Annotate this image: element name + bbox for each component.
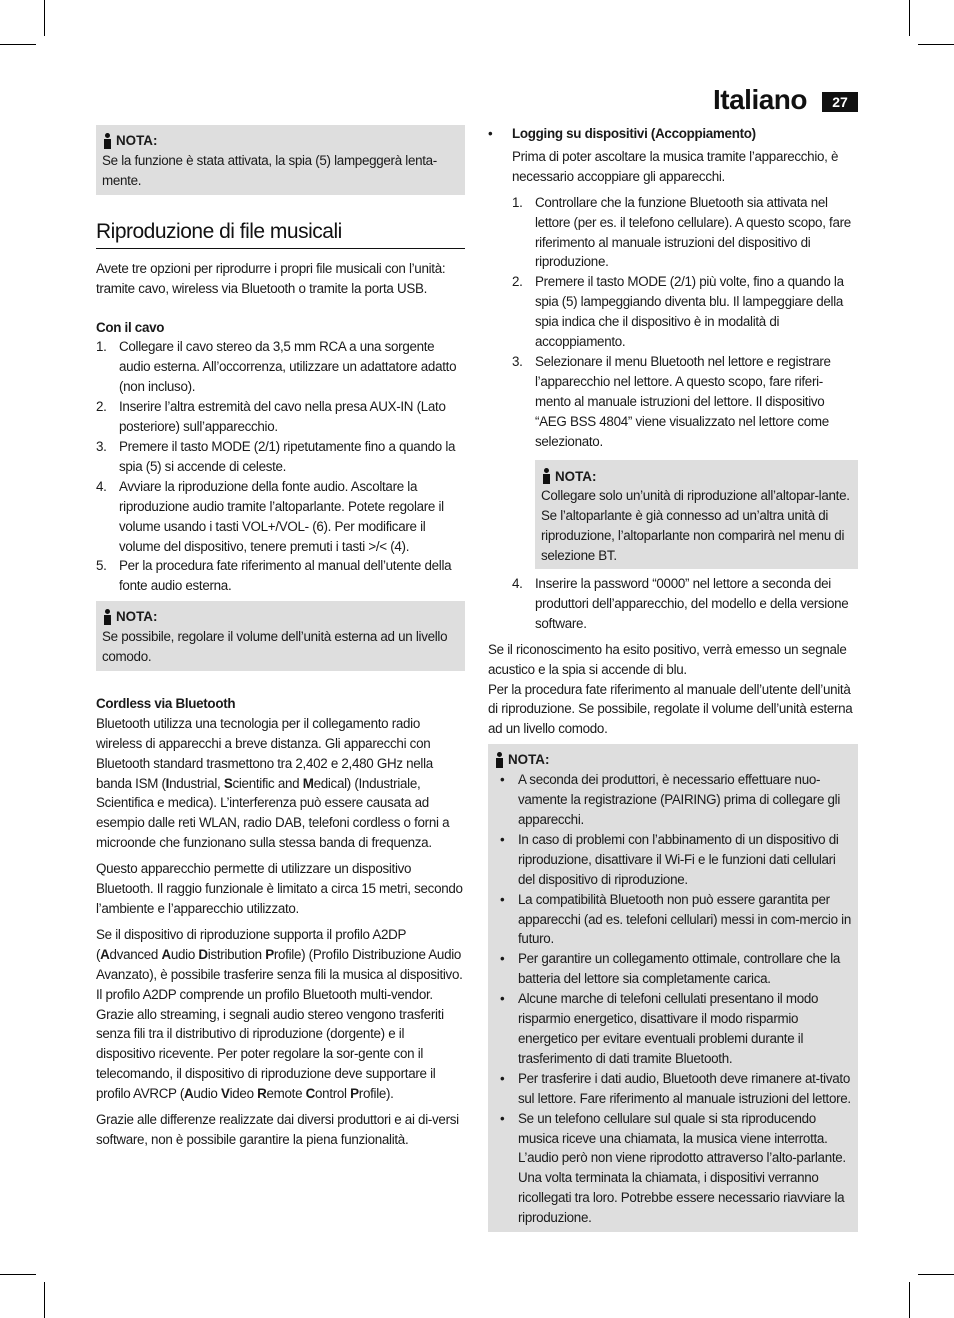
list-item [494,890,852,950]
text-run: edical) (Industriale, Scientifica e medica). L’interferenza può essere causata ad esempio dalle reti WLAN, radio DAB, telefoni cordless o forni a microonde che funzionano sulla stessa banda di frequenza. [96,775,450,851]
crop-mark [0,1274,36,1275]
info-icon [102,133,112,149]
pairing-title: Logging su dispositivi (Accoppiamento) [512,126,756,141]
text-run: rofile) (Profilo Distribuzione Audio Avanzato), è possibile trasferire senza fili la musica al dispositivo. Il profilo A2DP comprende un profilo Bluetooth multi-vendor. Grazie allo streaming, i segnali audio stereo vengono trasferiti senza fili tra il distributivo di riproduzione (dorgente) e il dispositivo ricevente. Per poter regolare la sor-gente con il telecomando, il dispositivo di riproduzione deve supportare il profilo AVRCP ( [96,946,463,1102]
result-paragraph: Per la procedura fate riferimento al manuale dell’utente dell’unità di riproduzione. Se possibile, regolate il volume dell’unità esterna ad un livello comodo. [488,681,853,737]
bullet: • [500,891,505,907]
text-run: A [100,946,110,962]
subsection-title-cable: Con il cavo [96,319,165,335]
bullet-text: Per trasferire i dati audio, Bluetooth deve rimanere at-tivato sul lettore. Fare riferimento al manuale istruzioni del lettore. [518,1070,851,1106]
bluetooth-paragraph [96,925,465,1104]
step-text: Per la procedura fate riferimento al manual dell’utente della fonte audio esterna. [119,558,452,594]
crop-mark [44,1282,45,1318]
bullet-text: La compatibilità Bluetooth non può essere garantita per apparecchi (ad es. telefoni cellulari) messi in com-mercio in futuro. [518,891,851,947]
text-run: M [302,775,314,791]
list-item [494,1069,852,1109]
step-number: 2. [512,274,523,290]
bullet-text: In caso di problemi con l’abbinamento di un dispositivo di riproduzione, disattivare il Wi-Fi e le funzioni dati cellulari del dispositivo di riproduzione. [518,831,839,887]
list-item [512,272,858,352]
text-run: P [350,1086,359,1102]
text-run: A [184,1086,194,1102]
step-text: Premere il tasto MODE (2/1) ripetutamente fino a quando la spia (5) si accende di celeste. [119,438,456,474]
pairing-section [488,124,858,634]
text-run: I [165,775,170,791]
bullet: • [488,126,493,141]
text-run: cientific and [232,775,303,791]
list-item [494,1109,852,1228]
note-label: NOTA: [116,609,158,625]
note-text: Collegare solo un’unità di riproduzione all’altopar-lante. Se l’altoparlante è già connesso ad un’altra unità di riproduzione, l’altoparlante non comparirà nel menu di selezione BT. [541,488,850,564]
list-item [494,770,852,830]
list-item [512,352,858,452]
note-header [541,467,852,487]
text-run: udio [193,1086,221,1102]
pairing-steps [512,193,858,452]
note-box [96,601,465,671]
list-item [512,193,858,273]
right-column [488,124,858,1232]
text-run: D [198,946,208,962]
bluetooth-paragraph: Grazie alle differenze realizzate dai diversi produttori e ai di-versi software, non è possibile garantire la piena funzionalità. [96,1112,459,1147]
bullet-text: A seconda dei produttori, è necessario effettuare nuo-vamente la registrazione (PAIRING) prima di collegare gli apparecchi. [518,772,841,827]
step-number: 1. [512,194,523,210]
step-text: Selezionare il menu Bluetooth nel lettore e registrare l’apparecchio nel lettore. A questo scopo, fare riferi-mento al manuale istruzioni del lettore. Il dispositivo “AEG BSS 4804” viene visualizzato nel lettore come selezionato. [535,353,831,449]
note-text: Se possibile, regolare il volume dell’unità esterna ad un livello comodo. [102,629,448,665]
subsection-title-bluetooth: Cordless via Bluetooth [96,695,236,711]
bullet: • [500,1110,505,1126]
step-text: Controllare che la funzione Bluetooth sia attivata nel lettore (per es. il telefono cellulare). A questo scopo, fare riferimento al manuale istruzioni del dispositivo di riproduzione. [535,194,851,270]
note-text: Se la funzione è stata attivata, la spia (5) lampeggerà lenta-mente. [102,152,437,188]
step-text: Inserire l’altra estremità del cavo nella presa AUX-IN (Lato posteriore) sull’apparecchio. [119,399,446,435]
cable-steps [96,337,465,596]
section-title: Riproduzione di file musicali [96,220,465,249]
note-box [535,460,858,570]
list-item [96,337,465,397]
bullet: • [500,991,505,1007]
text-run: ideo [229,1086,258,1102]
list-item [96,437,465,477]
text-run: Bluetooth utilizza una tecnologia per il collegamento radio wireless di apparecchi a breve distanza. Gli apparecchi con Bluetooth standard trasmettono tra 2,402 e 2,480 GHz nella banda ISM ( [96,715,433,791]
bluetooth-paragraph [96,714,465,853]
note-header [102,607,459,627]
step-text: Collegare il cavo stereo da 3,5 mm RCA a una sorgente audio esterna. All’occorrenza, utilizzare un adattatore adatto (non incluso). [119,339,457,395]
bullet: • [500,951,505,967]
bullet: • [500,831,505,847]
left-column [96,124,465,1150]
text-run: ndustrial, [169,775,224,791]
list-item [512,574,858,634]
note-label: NOTA: [555,468,597,484]
step-number: 3. [96,438,107,454]
list-item [96,477,465,557]
bullet-text: Se un telefono cellulare sul quale si sta riproducendo musica riceve una chiamata, la musica viene interrotta. L’audio però non viene riprodotto attraverso l’alto-parlante. Una volta terminata la chiamata, i dispositivi verranno ricollegati tra loro. Potrebbe essere necessario riavviare la riproduzione. [518,1110,846,1226]
info-icon [102,609,112,625]
crop-mark [918,1274,954,1275]
info-icon [541,468,551,484]
text-run: emote [266,1086,306,1102]
step-number: 3. [512,353,523,369]
step-number: 4. [512,576,523,592]
section-intro: Avete tre opzioni per riprodurre i propri file musicali con l’unità: tramite cavo, wireless via Bluetooth o tramite la porta USB. [96,260,446,296]
bullet-text: Alcune marche di telefoni cellulati presentano il modo risparmio energetico, disattivare il modo risparmio energetico per evitare eventuali problemi durante il trasferimento di dati tramite Bluetooth. [518,991,819,1066]
note-label: NOTA: [508,752,550,768]
note-label: NOTA: [116,133,158,148]
list-item [494,949,852,989]
note-header [494,750,852,770]
step-number: 2. [96,399,107,415]
pairing-body [512,124,858,634]
text-run: udio [170,946,199,962]
list-item [494,989,852,1069]
bullet-text: Per garantire un collegamento ottimale, controllare che la batteria del lettore sia completamente carica. [518,951,841,987]
text-run: A [161,946,171,962]
bullet: • [500,1070,505,1086]
text-run: C [305,1086,316,1102]
page-number: 27 [822,92,858,112]
text-run: dvanced [109,946,162,962]
text-run: istribution [207,946,266,962]
text-run: P [265,946,274,962]
text-run: rofile). [358,1086,394,1102]
text-run: ontrol [315,1086,351,1102]
note-bullet-list [494,770,852,1228]
step-text: Premere il tasto MODE (2/1) più volte, fino a quando la spia (5) lampeggiando diventa blu. Il lampeggiare della spia indica che il dispositivo è in modalità di accoppiamento. [535,274,844,350]
crop-mark [44,0,45,36]
step-number: 4. [96,478,107,494]
list-item [96,397,465,437]
step-number: 5. [96,558,107,574]
crop-mark [0,44,36,45]
page-language-title: Italiano [712,84,807,115]
list-item [494,830,852,890]
step-number: 1. [96,339,107,355]
step-text: Avviare la riproduzione della fonte audio. Ascoltare la riproduzione audio tramite l’altoparlante. Potete regolare il volume usando i tasti VOL+/VOL- (6). Per modificare il volume del dispositivo, tenere premuti i tasti >/< (4). [119,478,444,554]
crop-mark [909,1282,910,1318]
text-run: Se il dispositivo di riproduzione supporta il profilo A2DP ( [96,926,406,962]
result-paragraph: Se il riconoscimento ha esito positivo, verrà emesso un segnale acustico e la spia si accende di blu. [488,641,847,677]
step-text: Inserire la password “0000” nel lettore a seconda dei produttori dell’apparecchio, del modello e della versione software. [535,576,849,631]
note-box [96,125,465,195]
pairing-intro: Prima di poter ascoltare la musica tramite l’apparecchio, è necessario accoppiare gli apparecchi. [512,148,839,184]
note-header [102,131,459,151]
text-run: V [220,1086,230,1102]
info-icon [494,752,504,768]
note-box [488,744,858,1232]
list-item [96,556,465,596]
crop-mark [909,0,910,36]
bullet: • [500,772,505,788]
text-run: S [223,775,233,791]
pairing-steps-cont [512,574,858,634]
crop-mark [918,44,954,45]
bluetooth-paragraph: Questo apparecchio permette di utilizzare un dispositivo Bluetooth. Il raggio funzionale è limitato a circa 15 metri, secondo l’ambiente e l’apparecchio utilizzato. [96,861,463,916]
text-run: R [257,1086,267,1102]
